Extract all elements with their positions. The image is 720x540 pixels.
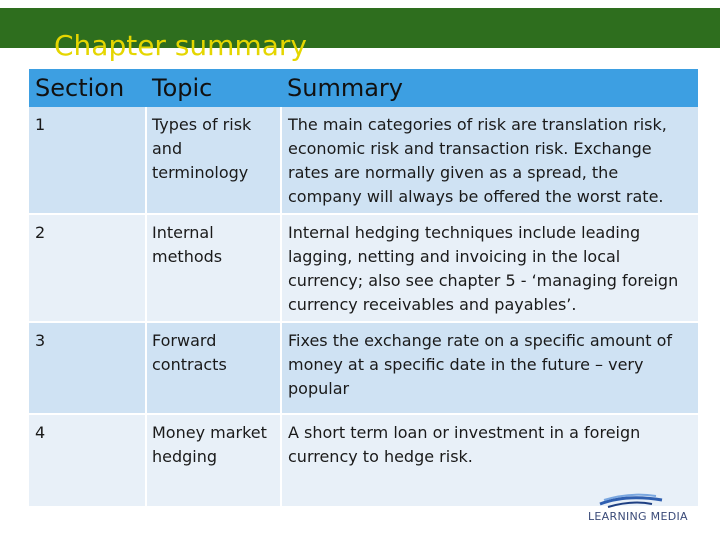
topic-cell: Types of risk and terminology: [146, 107, 281, 214]
section-cell: 4: [29, 414, 146, 507]
section-cell: 1: [29, 107, 146, 214]
summary-cell: Internal hedging techniques include leading lagging, netting and invoicing in the local currency; also see chapter 5 - ‘managing foreign currency receivables and payables’.: [281, 214, 698, 322]
section-cell: 3: [29, 322, 146, 414]
header-summary: Summary: [281, 69, 698, 107]
summary-cell: A short term loan or investment in a foreign currency to hedge risk.: [281, 414, 698, 507]
topic-cell: Money market hedging: [146, 414, 281, 507]
table-row: [29, 322, 698, 414]
topic-cell: Internal methods: [146, 214, 281, 322]
slide-title: Chapter summary: [54, 29, 307, 62]
table-row: [29, 214, 698, 322]
section-cell: 2: [29, 214, 146, 322]
table-header-row: [29, 69, 698, 107]
chapter-summary-table: [29, 69, 698, 508]
header-section: Section: [29, 69, 146, 107]
summary-cell: The main categories of risk are translation risk, economic risk and transaction risk. Exchange rates are normally given as a spread, the company will always be offered the worst rate.: [281, 107, 698, 214]
table-row: [29, 107, 698, 214]
header-topic: Topic: [146, 69, 281, 107]
logo-text: LEARNING MEDIA: [588, 510, 688, 523]
summary-cell: Fixes the exchange rate on a specific amount of money at a specific date in the future – very popular: [281, 322, 698, 414]
topic-cell: Forward contracts: [146, 322, 281, 414]
